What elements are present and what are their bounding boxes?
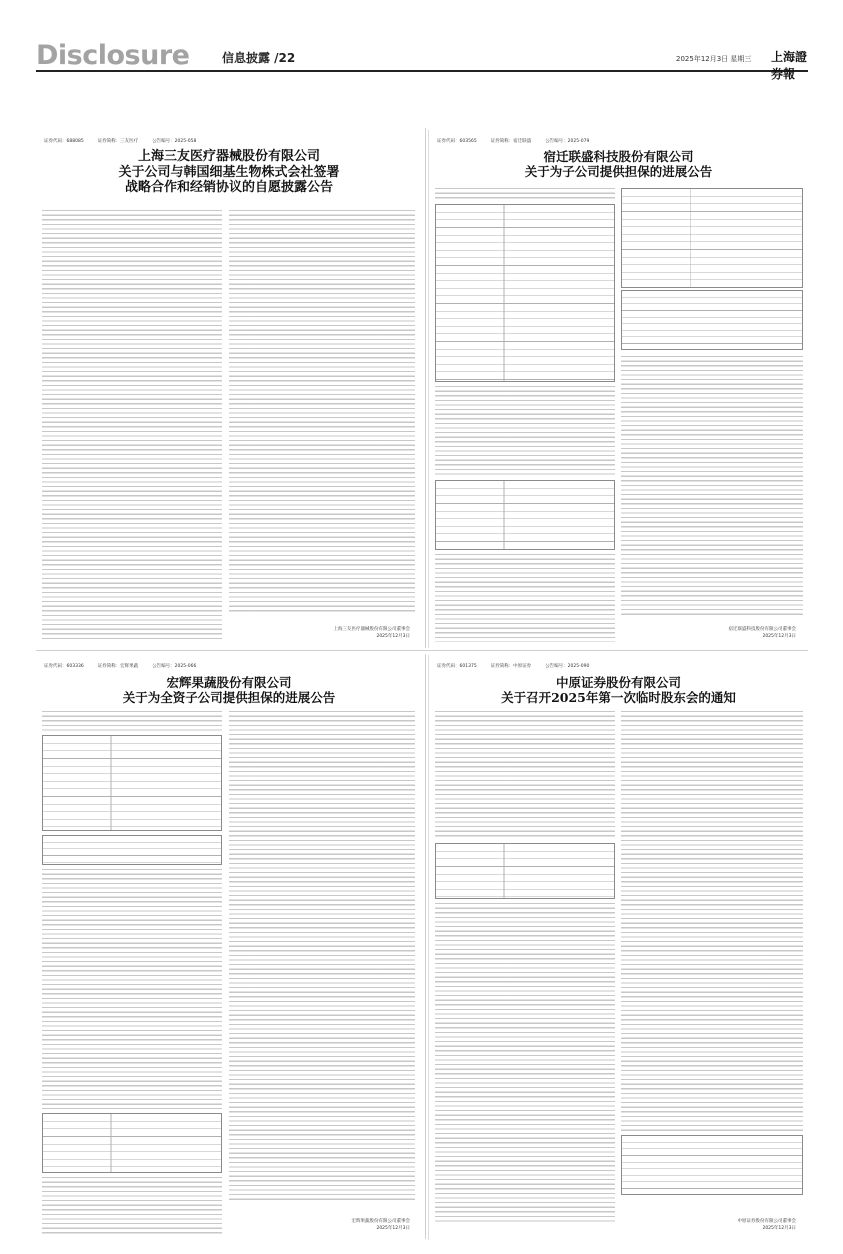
- stock-code: 证券代码：688085: [44, 139, 84, 144]
- body-text: [42, 1177, 222, 1235]
- row-divider: [36, 650, 808, 651]
- body-column-right: [229, 210, 415, 615]
- body-column-right: [621, 711, 803, 1131]
- signature-date: 2025年12月3日: [762, 1225, 796, 1231]
- body-text: [42, 711, 222, 731]
- signature-date: 2025年12月3日: [376, 633, 410, 639]
- stock-code-line: [44, 138, 416, 146]
- announcement-suqian: [428, 130, 808, 648]
- signature-company: 上海三友医疗器械股份有限公司董事会: [333, 627, 410, 633]
- body-text: [435, 554, 615, 642]
- notice-number: 公告编号：2025-066: [152, 664, 197, 669]
- financial-table: [621, 188, 803, 288]
- signature-date: 2025年12月3日: [376, 1225, 410, 1231]
- guarantee-summary-table: [42, 835, 222, 865]
- body-column-left: [42, 210, 222, 642]
- notice-number: 公告编号：2025-079: [545, 139, 590, 144]
- body-column-right: [229, 711, 415, 1201]
- body-text: [42, 869, 222, 1109]
- signature-block: [334, 627, 411, 640]
- column-divider: [425, 128, 426, 648]
- stock-abbr: 证券简称：宏辉果蔬: [97, 664, 139, 669]
- title-line: 上海三友医疗器械股份有限公司: [137, 149, 320, 164]
- meeting-proposals-table: [435, 843, 615, 899]
- stock-code-line: [437, 138, 802, 146]
- stock-abbr: 证券简称：中原证券: [490, 664, 532, 669]
- body-text: [621, 356, 803, 616]
- disclosure-logo: Disclosure: [36, 40, 190, 71]
- stock-code: 证券代码：601375: [437, 664, 477, 669]
- newspaper-brand: 上海證券報: [771, 50, 808, 81]
- announcement-honghui: [36, 655, 422, 1240]
- title-line: 战略合作和经销协议的自愿披露公告: [124, 180, 333, 196]
- signature-company: 中原证券股份有限公司董事会: [737, 1219, 796, 1225]
- section-title: 信息披露 /22: [222, 51, 296, 65]
- signature-company: 宿迁联盛科技股份有限公司董事会: [728, 627, 796, 633]
- issue-date: 2025年12月3日 星期三: [676, 55, 752, 63]
- stock-code: 证券代码：603336: [44, 664, 84, 669]
- title-line: 宏辉果蔬股份有限公司: [166, 675, 292, 690]
- signature-block: [352, 1219, 411, 1232]
- title-line: 宿迁联盛科技股份有限公司: [543, 149, 694, 164]
- body-text: [435, 711, 615, 839]
- stock-code: 证券代码：603565: [437, 139, 477, 144]
- shareholder-table: [621, 1135, 803, 1195]
- body-text: [435, 903, 615, 1223]
- signature-block: [738, 1219, 797, 1232]
- stock-abbr: 证券简称：三友医疗: [97, 139, 139, 144]
- stock-abbr: 证券简称：宿迁联盛: [490, 139, 532, 144]
- subsidiary-info-table: [435, 480, 615, 550]
- stock-code-line: [437, 663, 802, 671]
- financial-table-2: [621, 290, 803, 350]
- body-text: [435, 386, 615, 476]
- stock-code-line: [44, 663, 416, 671]
- signature-company: 宏辉果蔬股份有限公司董事会: [351, 1219, 410, 1225]
- notice-number: 公告编号：2025-058: [152, 139, 197, 144]
- announcement-zhongyuan: [428, 655, 808, 1240]
- signature-date: 2025年12月3日: [762, 633, 796, 639]
- title-line: 关于为子公司提供担保的进展公告: [524, 164, 713, 179]
- announcement-sanyou: [36, 130, 422, 648]
- notice-number: 公告编号：2025-090: [545, 664, 590, 669]
- body-text: [435, 188, 615, 202]
- title-line: 关于召开2025年第一次临时股东会的通知: [501, 690, 736, 705]
- announcement-title: [36, 149, 422, 196]
- announcement-title: [429, 149, 808, 179]
- signature-block: [729, 627, 797, 640]
- announcement-title: [36, 675, 422, 705]
- guarantee-table: [435, 204, 615, 382]
- masthead: [36, 38, 808, 81]
- announcement-title: [429, 675, 808, 705]
- title-line: 中原证券股份有限公司: [555, 675, 681, 690]
- title-line: 关于为全资子公司提供担保的进展公告: [122, 690, 336, 705]
- column-divider: [425, 654, 426, 1239]
- title-line: 关于公司与韩国细基生物株式会社签署: [118, 164, 340, 180]
- subsidiary-info-table: [42, 1113, 222, 1173]
- guarantee-table: [42, 735, 222, 831]
